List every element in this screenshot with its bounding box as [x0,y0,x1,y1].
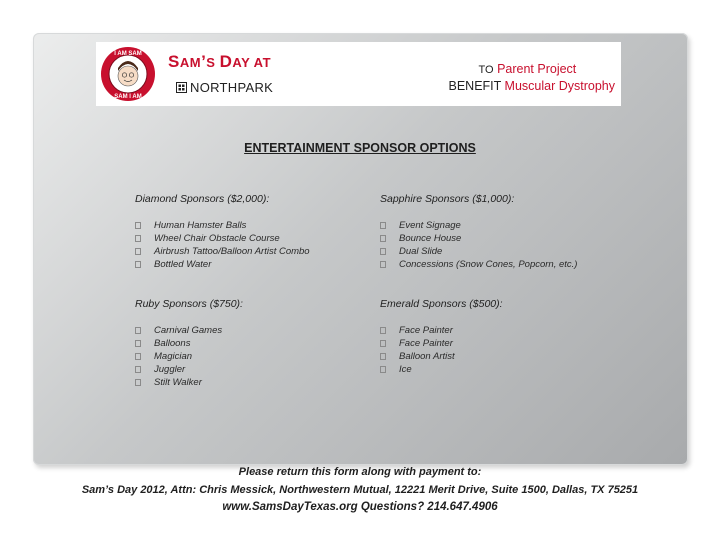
tier-heading: Sapphire Sponsors ($1,000): [380,193,515,205]
tier-heading: Emerald Sponsors ($500): [380,298,503,310]
list-item: Human Hamster Balls [135,219,435,232]
header-banner [96,42,621,106]
list-item: Carnival Games [135,324,435,337]
seal-text-top: I AM SAM [114,51,142,57]
to-label: TO [478,64,494,76]
list-item: Stilt Walker [135,376,435,389]
venue-label [176,79,273,95]
seal-text-bottom: SAM I AM [114,94,142,100]
list-item: Airbrush Tattoo/Balloon Artist Combo [135,245,435,258]
checkbox-glyph-icon [135,340,141,347]
list-item: Face Painter [380,337,680,350]
footer-instruction: Please return this form along with payment to: [238,466,482,478]
list-item: Balloon Artist [380,350,680,363]
list-item: Event Signage [380,219,680,232]
item-list [380,219,680,271]
checkbox-glyph-icon [135,379,141,386]
checkbox-glyph-icon [380,366,386,373]
tier-emerald [380,298,680,376]
checkbox-glyph-icon [135,222,141,229]
checkbox-glyph-icon [135,261,141,268]
checkbox-glyph-icon [135,248,141,255]
list-item: Magician [135,350,435,363]
page-title: ENTERTAINMENT SPONSOR OPTIONS [244,141,476,155]
checkbox-glyph-icon [380,353,386,360]
footer-contact: www.SamsDayTexas.org Questions? 214.647.4906 [222,501,498,513]
org-line-2: Muscular Dystrophy [504,79,615,93]
list-item: Dual Slide [380,245,680,258]
list-item: Balloons [135,337,435,350]
list-item: Juggler [135,363,435,376]
list-item: Concessions (Snow Cones, Popcorn, etc.) [380,258,680,271]
benefit-label: BENEFIT [448,79,502,93]
list-item: Bottled Water [135,258,435,271]
checkbox-glyph-icon [380,222,386,229]
venue-name: NORTHPARK [190,79,274,95]
checkbox-glyph-icon [135,327,141,334]
tier-sapphire [380,193,680,271]
checkbox-glyph-icon [135,235,141,242]
checkbox-glyph-icon [135,353,141,360]
list-item: Wheel Chair Obstacle Course [135,232,435,245]
northpark-mark-icon [176,82,187,93]
checkbox-glyph-icon [380,235,386,242]
tier-heading: Diamond Sponsors ($2,000): [135,193,270,205]
tier-heading: Ruby Sponsors ($750): [135,298,243,310]
list-item: Ice [380,363,680,376]
benefit-block [449,61,616,94]
checkbox-glyph-icon [380,261,386,268]
checkbox-glyph-icon [380,327,386,334]
event-name: SAM’S DAY AT [168,52,272,71]
list-item: Face Painter [380,324,680,337]
item-list [380,324,680,376]
checkbox-glyph-icon [380,340,386,347]
checkbox-glyph-icon [380,248,386,255]
checkbox-glyph-icon [135,366,141,373]
footer-address: Sam’s Day 2012, Attn: Chris Messick, Northwestern Mutual, 12221 Merit Drive, Suite 1500, Dallas, TX 75251 [81,484,639,496]
org-line-1: Parent Project [497,62,577,76]
list-item: Bounce House [380,232,680,245]
sam-seal-logo [100,46,156,102]
